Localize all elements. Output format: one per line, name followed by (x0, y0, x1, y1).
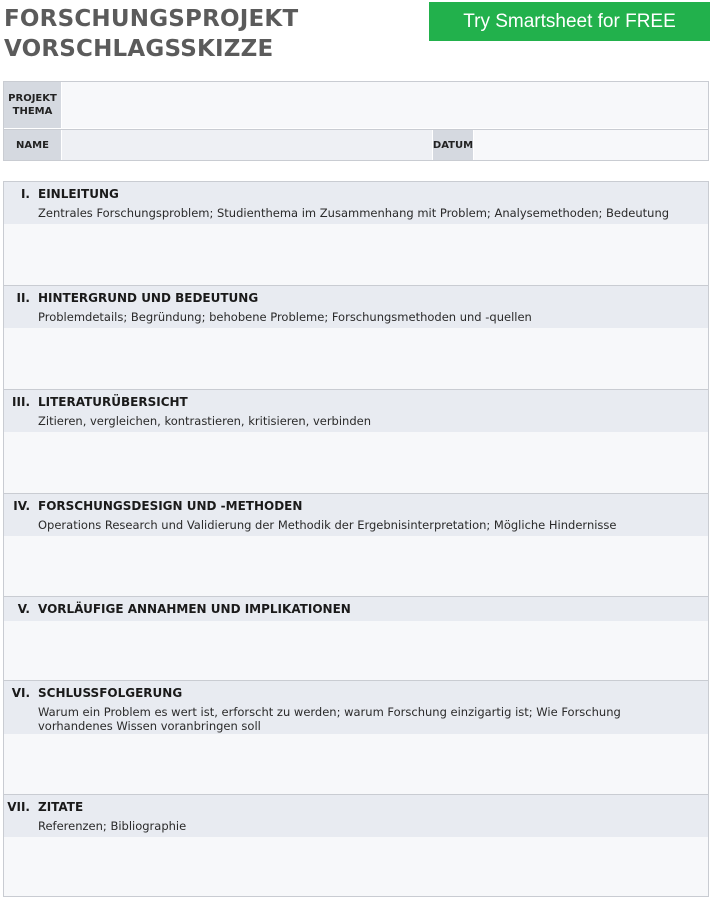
section-title: EINLEITUNG (38, 187, 119, 201)
section-header (4, 597, 708, 621)
date-label: DATUM (433, 130, 473, 160)
section-number: VI. (11, 686, 30, 700)
section-number: II. (16, 291, 30, 305)
project-topic-row (4, 82, 708, 128)
section-body-field[interactable] (4, 432, 708, 493)
section-title: SCHLUSSFOLGERUNG (38, 686, 183, 700)
section-header (4, 182, 708, 224)
section-title: LITERATURÜBERSICHT (38, 395, 188, 409)
section-number: V. (17, 602, 30, 616)
project-topic-field[interactable] (62, 82, 708, 128)
name-field[interactable] (62, 130, 432, 160)
section-body-field[interactable] (4, 224, 708, 285)
section-conclusion (4, 681, 708, 794)
section-title: ZITATE (38, 800, 84, 814)
section-body-field[interactable] (4, 621, 708, 680)
section-header (4, 795, 708, 837)
section-citations (4, 795, 708, 896)
name-label: NAME (4, 130, 61, 160)
section-header (4, 681, 708, 734)
section-description: Referenzen; Bibliographie (38, 819, 187, 833)
project-info-table (3, 81, 709, 161)
section-number: VII. (7, 800, 30, 814)
section-description: Zitieren, vergleichen, kontrastieren, kritisieren, verbinden (38, 414, 371, 428)
section-introduction (4, 182, 708, 285)
name-date-row (4, 129, 708, 160)
project-topic-label: PROJEKT THEMA (4, 82, 61, 128)
section-header (4, 390, 708, 432)
section-body-field[interactable] (4, 837, 708, 896)
try-smartsheet-button[interactable]: Try Smartsheet for FREE (429, 2, 710, 41)
section-description: Operations Research und Validierung der Methodik der Ergebnisinterpretation; Mögliche Hindernisse (38, 518, 617, 532)
page-title-line-2: VORSCHLAGSSKIZZE (4, 36, 274, 62)
section-description: Zentrales Forschungsproblem; Studienthema im Zusammenhang mit Problem; Analysemethoden; Bedeutung (38, 206, 670, 220)
section-assumptions (4, 597, 708, 680)
section-number: III. (12, 395, 30, 409)
section-research-design (4, 494, 708, 596)
section-background (4, 286, 708, 389)
section-literature-review (4, 390, 708, 493)
section-description: Problemdetails; Begründung; behobene Probleme; Forschungsmethoden und -quellen (38, 310, 532, 324)
section-title: HINTERGRUND UND BEDEUTUNG (38, 291, 259, 305)
section-header (4, 494, 708, 536)
section-body-field[interactable] (4, 328, 708, 389)
section-body-field[interactable] (4, 734, 708, 794)
proposal-sections (3, 181, 709, 897)
section-title: VORLÄUFIGE ANNAHMEN UND IMPLIKATIONEN (38, 602, 351, 616)
section-header (4, 286, 708, 328)
section-body-field[interactable] (4, 536, 708, 596)
section-number: I. (20, 187, 30, 201)
section-description: Warum ein Problem es wert ist, erforscht zu werden; warum Forschung einzigartig ist; Wie Forschung vorhandenes Wissen voranbringen soll (38, 705, 621, 733)
section-number: IV. (13, 499, 30, 513)
page-title (4, 4, 404, 64)
date-field[interactable] (474, 130, 708, 160)
section-title: FORSCHUNGSDESIGN UND -METHODEN (38, 499, 303, 513)
page-title-line-1: FORSCHUNGSPROJEKT (4, 6, 299, 32)
